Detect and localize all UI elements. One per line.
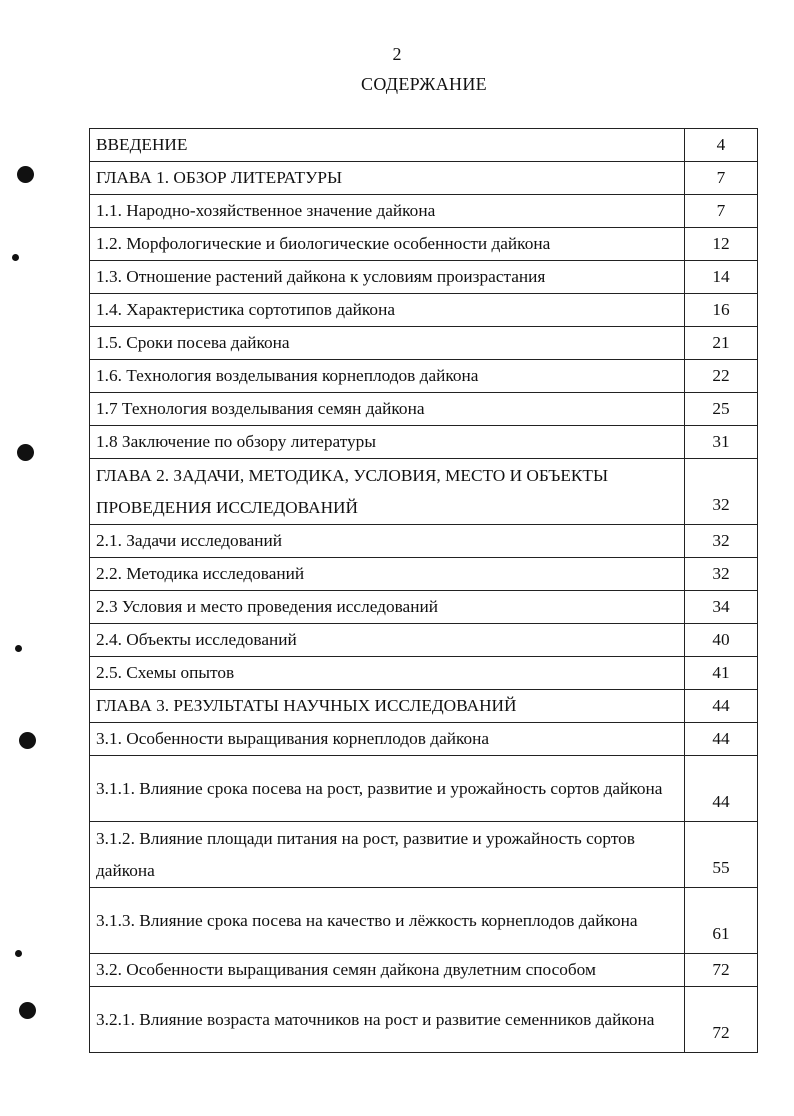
punch-hole-mark bbox=[17, 166, 34, 183]
toc-row bbox=[90, 162, 758, 195]
toc-entry-title: 3.1. Особенности выращивания корнеплодов дайкона bbox=[90, 723, 685, 756]
toc-entry-page: 55 bbox=[685, 822, 758, 888]
toc-row bbox=[90, 459, 758, 525]
scan-speck bbox=[12, 254, 19, 261]
punch-hole-mark bbox=[17, 444, 34, 461]
toc-entry-page: 12 bbox=[685, 228, 758, 261]
page-title: СОДЕРЖАНИЕ bbox=[361, 74, 487, 94]
toc-row bbox=[90, 591, 758, 624]
toc-entry-title-text: ГЛАВА 2. ЗАДАЧИ, МЕТОДИКА, УСЛОВИЯ, МЕСТО И ОБЪЕКТЫ ПРОВЕДЕНИЯ ИССЛЕДОВАНИЙ bbox=[96, 465, 609, 517]
toc-entry-page: 22 bbox=[685, 360, 758, 393]
toc-entry-title bbox=[90, 888, 685, 954]
toc-row bbox=[90, 723, 758, 756]
punch-hole-mark bbox=[19, 732, 36, 749]
toc-entry-page: 4 bbox=[685, 129, 758, 162]
toc-row bbox=[90, 657, 758, 690]
toc-entry-title-text: 3.2.1. Влияние возраста маточников на рост и развитие семенников дайкона bbox=[96, 1009, 655, 1029]
toc-row bbox=[90, 756, 758, 822]
toc-entry-title-text: 3.1.2. Влияние площади питания на рост, развитие и урожайность сортов дайкона bbox=[96, 828, 635, 880]
toc-entry-title: 1.2. Морфологические и биологические особенности дайкона bbox=[90, 228, 685, 261]
toc-row bbox=[90, 129, 758, 162]
toc-entry-title: ГЛАВА 3. РЕЗУЛЬТАТЫ НАУЧНЫХ ИССЛЕДОВАНИЙ bbox=[90, 690, 685, 723]
toc-row bbox=[90, 360, 758, 393]
scan-speck bbox=[15, 950, 22, 957]
toc-row bbox=[90, 294, 758, 327]
toc-row bbox=[90, 888, 758, 954]
toc-row bbox=[90, 393, 758, 426]
toc-entry-page: 72 bbox=[685, 954, 758, 987]
toc-entry-page: 7 bbox=[685, 195, 758, 228]
toc-entry-title: 1.8 Заключение по обзору литературы bbox=[90, 426, 685, 459]
toc-entry-page: 14 bbox=[685, 261, 758, 294]
toc-entry-page: 44 bbox=[685, 723, 758, 756]
toc-entry-page: 25 bbox=[685, 393, 758, 426]
toc-entry-page: 61 bbox=[685, 888, 758, 954]
toc-entry-page: 44 bbox=[685, 690, 758, 723]
toc-entry-title bbox=[90, 987, 685, 1053]
toc-entry-page: 44 bbox=[685, 756, 758, 822]
toc-row bbox=[90, 954, 758, 987]
toc-entry-title: 1.3. Отношение растений дайкона к условиям произрастания bbox=[90, 261, 685, 294]
toc-entry-title: 1.5. Сроки посева дайкона bbox=[90, 327, 685, 360]
toc-row bbox=[90, 426, 758, 459]
toc-entry-title: 2.1. Задачи исследований bbox=[90, 525, 685, 558]
scan-speck bbox=[15, 645, 22, 652]
toc-entry-title: 1.7 Технология возделывания семян дайкона bbox=[90, 393, 685, 426]
toc-entry-page: 34 bbox=[685, 591, 758, 624]
toc-row bbox=[90, 690, 758, 723]
toc-row bbox=[90, 195, 758, 228]
toc-entry-page: 7 bbox=[685, 162, 758, 195]
toc-entry-page: 32 bbox=[685, 459, 758, 525]
toc-entry-title: 1.6. Технология возделывания корнеплодов дайкона bbox=[90, 360, 685, 393]
toc-entry-title bbox=[90, 822, 685, 888]
toc-row bbox=[90, 228, 758, 261]
toc-row bbox=[90, 525, 758, 558]
toc-entry-page: 16 bbox=[685, 294, 758, 327]
toc-entry-title: 3.2. Особенности выращивания семян дайкона двулетним способом bbox=[90, 954, 685, 987]
toc-entry-title: 2.4. Объекты исследований bbox=[90, 624, 685, 657]
table-of-contents bbox=[89, 128, 758, 1053]
toc-row bbox=[90, 822, 758, 888]
toc-entry-title-text: 3.1.1. Влияние срока посева на рост, развитие и урожайность сортов дайкона bbox=[96, 778, 663, 798]
toc-entry-title-text: 3.1.3. Влияние срока посева на качество и лёжкость корнеплодов дайкона bbox=[96, 910, 638, 930]
punch-hole-mark bbox=[19, 1002, 36, 1019]
toc-entry-page: 31 bbox=[685, 426, 758, 459]
toc-row bbox=[90, 987, 758, 1053]
toc-row bbox=[90, 261, 758, 294]
toc-entry-title: ГЛАВА 1. ОБЗОР ЛИТЕРАТУРЫ bbox=[90, 162, 685, 195]
toc-row bbox=[90, 624, 758, 657]
page-number: 2 bbox=[392, 44, 402, 64]
toc-row bbox=[90, 327, 758, 360]
toc-entry-title: 2.5. Схемы опытов bbox=[90, 657, 685, 690]
toc-entry-page: 21 bbox=[685, 327, 758, 360]
toc-entry-title: 1.1. Народно-хозяйственное значение дайкона bbox=[90, 195, 685, 228]
toc-entry-page: 41 bbox=[685, 657, 758, 690]
toc-entry-page: 72 bbox=[685, 987, 758, 1053]
toc-entry-title bbox=[90, 756, 685, 822]
toc-entry-title: 2.2. Методика исследований bbox=[90, 558, 685, 591]
toc-entry-title: 2.3 Условия и место проведения исследований bbox=[90, 591, 685, 624]
toc-entry-title bbox=[90, 459, 685, 525]
toc-entry-page: 32 bbox=[685, 558, 758, 591]
toc-entry-page: 40 bbox=[685, 624, 758, 657]
toc-row bbox=[90, 558, 758, 591]
toc-entry-title: ВВЕДЕНИЕ bbox=[90, 129, 685, 162]
toc-entry-title: 1.4. Характеристика сортотипов дайкона bbox=[90, 294, 685, 327]
toc-entry-page: 32 bbox=[685, 525, 758, 558]
